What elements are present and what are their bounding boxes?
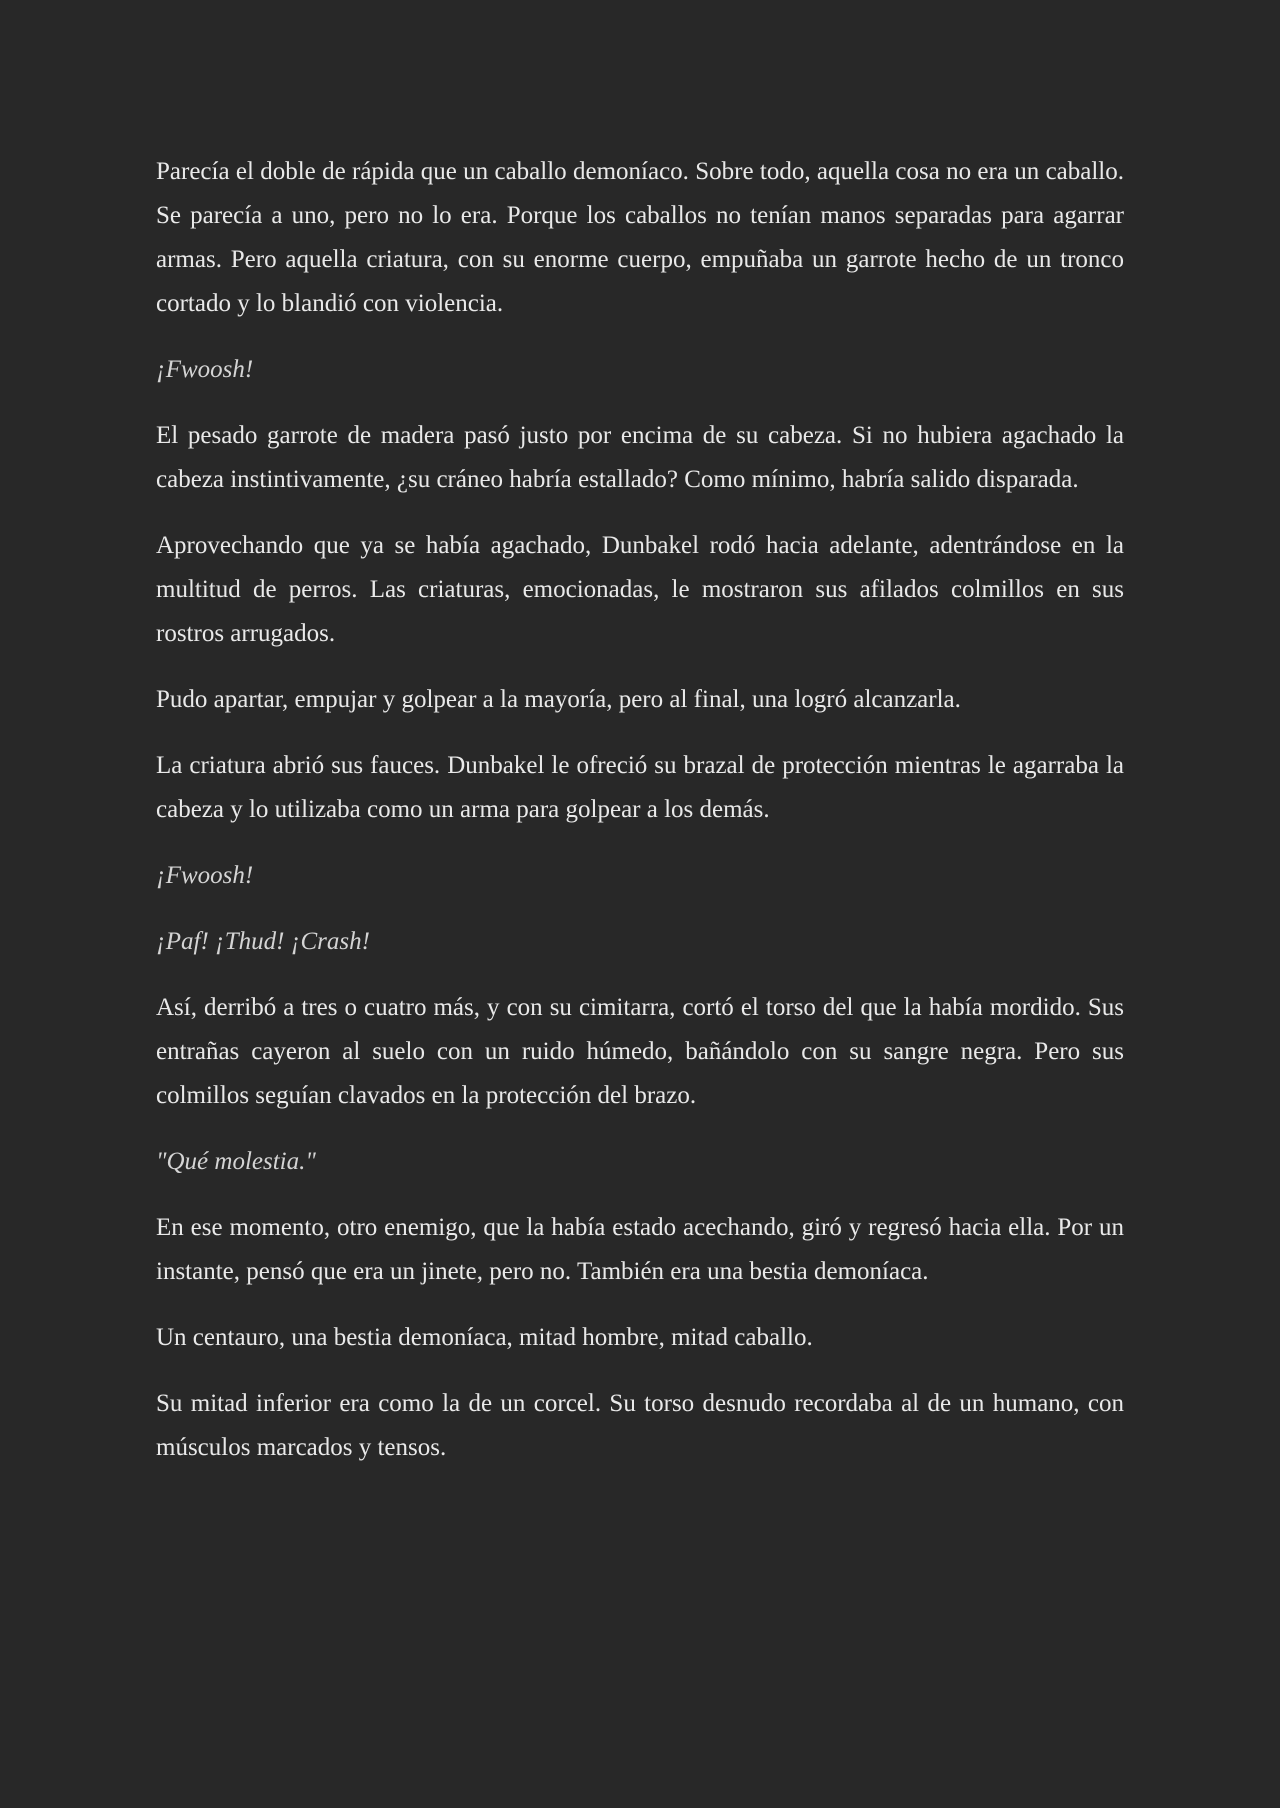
paragraph-9: Así, derribó a tres o cuatro más, y con su cimitarra, cortó el torso del que la había mordido. Sus entrañas cayeron al suelo con un ruido húmedo, bañándolo con su sangre negra. Pero sus colmillos seguían clavados en la protección del brazo. — [156, 994, 1124, 1109]
paragraph-12: Un centauro, una bestia demoníaca, mitad hombre, mitad caballo. — [156, 1324, 813, 1351]
paragraph-5: Pudo apartar, empujar y golpear a la mayoría, pero al final, una logró alcanzarla. — [156, 686, 961, 713]
paragraph-1: Parecía el doble de rápida que un caballo demoníaco. Sobre todo, aquella cosa no era un caballo. Se parecía a uno, pero no lo era. Porque los caballos no tenían manos separadas para agarrar armas. Pero aquella criatura, con su enorme cuerpo, empuñaba un garrote hecho de un tronco cortado y lo blandió con violencia. — [156, 158, 1124, 317]
paragraph-13: Su mitad inferior era como la de un corcel. Su torso desnudo recordaba al de un humano, con músculos marcados y tensos. — [156, 1390, 1124, 1461]
paragraph-4: Aprovechando que ya se había agachado, Dunbakel rodó hacia adelante, adentrándose en la multitud de perros. Las criaturas, emocionadas, le mostraron sus afilados colmillos en sus rostros arrugados. — [156, 532, 1124, 647]
paragraph-3: El pesado garrote de madera pasó justo por encima de su cabeza. Si no hubiera agachado la cabeza instintivamente, ¿su cráneo habría estallado? Como mínimo, habría salido disparada. — [156, 422, 1124, 493]
paragraph-2: ¡Fwoosh! — [156, 356, 254, 383]
paragraph-7: ¡Fwoosh! — [156, 862, 254, 889]
paragraph-11: En ese momento, otro enemigo, que la había estado acechando, giró y regresó hacia ella. Por un instante, pensó que era un jinete, pero no. También era una bestia demoníaca. — [156, 1214, 1124, 1285]
paragraph-8: ¡Paf! ¡Thud! ¡Crash! — [156, 928, 370, 955]
paragraph-10: "Qué molestia." — [156, 1148, 316, 1175]
paragraph-6: La criatura abrió sus fauces. Dunbakel le ofreció su brazal de protección mientras le agarraba la cabeza y lo utilizaba como un arma para golpear a los demás. — [156, 752, 1124, 823]
